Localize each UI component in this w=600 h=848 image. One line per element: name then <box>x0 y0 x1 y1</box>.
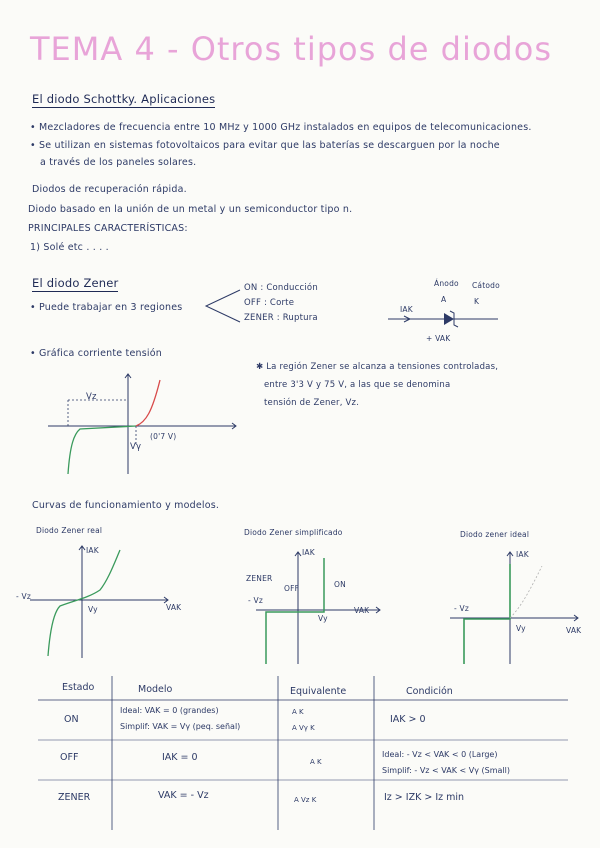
plot-simplified-iak: IAK <box>302 548 315 557</box>
plot-real-vak: VAK <box>166 603 182 612</box>
graph-vy-value: (0'7 V) <box>150 432 177 441</box>
row-zener-equiv: A Vz K <box>294 796 317 804</box>
table-header-equiv: Equivalente <box>290 686 347 697</box>
region-on: ON : Conducción <box>244 283 318 293</box>
plot-simplified-vz: - Vz <box>248 596 263 605</box>
plot-ideal-vak: VAK <box>566 626 582 635</box>
row-on-model-2: Simplif: VAK = Vγ (peq. señal) <box>120 722 241 731</box>
iv-graph <box>40 370 240 480</box>
row-off-model: IAK = 0 <box>162 752 198 763</box>
row-zener-state: ZENER <box>58 792 91 803</box>
recovery-heading: Diodos de recuperación rápida. <box>32 184 187 195</box>
graph-bullet: • Gráfica corriente tensión <box>30 348 162 359</box>
row-off-state: OFF <box>60 752 79 763</box>
plot-simplified-vy: Vy <box>318 614 328 623</box>
anode-label: Ánodo <box>434 279 459 288</box>
zener-heading: El diodo Zener <box>32 276 119 290</box>
cathode-label: Cátodo <box>472 281 500 290</box>
row-off-cond-2: Simplif: - Vz < VAK < Vγ (Small) <box>382 766 510 775</box>
graph-vz-label: Vz <box>86 392 97 402</box>
plot-simplified-zener: ZENER <box>246 574 273 583</box>
curves-heading: Curvas de funcionamiento y modelos. <box>32 500 220 511</box>
row-off-cond-1: Ideal: - Vz < VAK < 0 (Large) <box>382 750 498 759</box>
plot-simplified-off: OFF <box>284 584 300 593</box>
plot-real-iak: IAK <box>86 546 99 555</box>
zener-note-line-3: tensión de Zener, Vz. <box>264 398 360 408</box>
plot-ideal-vy: Vy <box>516 624 526 633</box>
table-header-cond: Condición <box>406 686 453 697</box>
row-on-state: ON <box>64 714 79 725</box>
zener-bullet: • Puede trabajar en 3 regiones <box>30 302 183 313</box>
recovery-item: 1) Solé etc . . . . <box>30 242 109 253</box>
schottky-bullet-2-cont: a través de los paneles solares. <box>40 157 197 168</box>
plot-real <box>28 540 178 660</box>
models-table <box>28 672 588 832</box>
a-label: A <box>441 295 447 304</box>
schottky-bullet-1: • Mezcladores de frecuencia entre 10 MHz y 1000 GHz instalados en equipos de telecomunicaciones. <box>30 122 532 133</box>
plot-simplified-title: Diodo Zener simplificado <box>244 528 343 537</box>
plot-real-vy: Vy <box>88 605 98 614</box>
vak-label: + VAK <box>426 334 451 343</box>
iak-label: IAK <box>400 305 413 314</box>
zener-note-line-2: entre 3'3 V y 75 V, a las que se denomina <box>264 380 451 390</box>
table-header-state: Estado <box>62 682 95 693</box>
row-zener-cond: Iz > IZK > Iz min <box>384 792 465 803</box>
plot-ideal-iak: IAK <box>516 550 529 559</box>
row-zener-model: VAK = - Vz <box>158 790 209 801</box>
plot-real-title: Diodo Zener real <box>36 526 103 535</box>
plot-ideal-title: Diodo zener ideal <box>460 530 530 539</box>
region-off: OFF : Corte <box>244 298 295 308</box>
zener-bullet-text: Puede trabajar en 3 regiones <box>39 302 183 313</box>
row-on-equiv-1: A K <box>292 708 304 716</box>
region-brace-icon <box>200 286 244 326</box>
row-on-cond: IAK > 0 <box>390 714 426 725</box>
region-zener: ZENER : Ruptura <box>244 313 318 323</box>
page-title: TEMA 4 - Otros tipos de diodos <box>30 30 552 68</box>
plot-ideal-vz: - Vz <box>454 604 469 613</box>
graph-bullet-text: Gráfica corriente tensión <box>39 348 162 359</box>
plot-simplified-vak: VAK <box>354 606 370 615</box>
schottky-bullet-1-text: Mezcladores de frecuencia entre 10 MHz y 1000 GHz instalados en equipos de telecomunicaciones. <box>39 122 532 133</box>
schottky-heading: El diodo Schottky. Aplicaciones <box>32 92 216 106</box>
recovery-chars: PRINCIPALES CARACTERÍSTICAS: <box>28 223 188 234</box>
schottky-bullet-2: • Se utilizan en sistemas fotovoltaicos para evitar que las baterías se descarguen por la noche <box>30 140 500 151</box>
zener-note-text-1: La región Zener se alcanza a tensiones controladas, <box>266 362 499 372</box>
plot-real-vz: - Vz <box>16 592 31 601</box>
k-label: K <box>474 297 480 306</box>
row-off-equiv: A K <box>310 758 322 766</box>
schottky-bullet-2-text: Se utilizan en sistemas fotovoltaicos para evitar que las baterías se descarguen por la noche <box>39 140 500 151</box>
row-on-equiv-2: A Vγ K <box>292 724 315 732</box>
table-header-model: Modelo <box>138 684 173 695</box>
zener-note-line-1: ✱ La región Zener se alcanza a tensiones controladas, <box>256 362 499 372</box>
row-on-model-1: Ideal: VAK = 0 (grandes) <box>120 706 219 715</box>
zener-symbol-icon <box>388 305 508 335</box>
plot-simplified-on: ON <box>334 580 346 589</box>
recovery-line: Diodo basado en la unión de un metal y un semiconductor tipo n. <box>28 204 353 215</box>
graph-vy-label: Vγ <box>130 442 142 452</box>
